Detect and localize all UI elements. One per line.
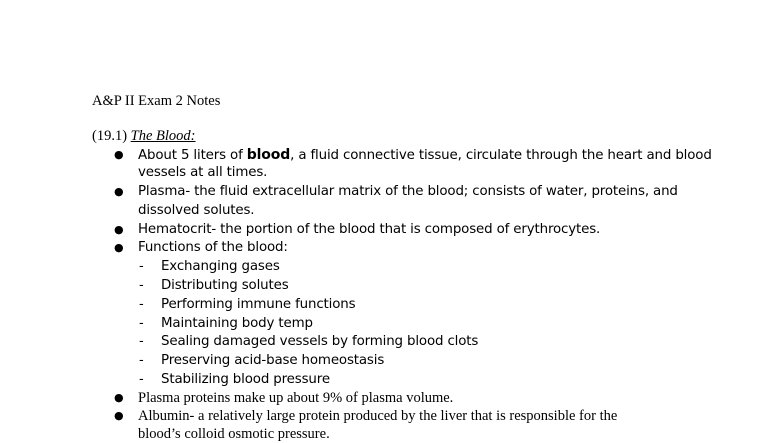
bullet-item-plasma: Plasma- the fluid extracellular matrix of the blood; consists of water, proteins, and [138,184,678,199]
bold-term: blood [246,147,291,163]
bullet-marker: ● [114,241,124,254]
sub-item: Preserving acid-base homeostasis [161,353,385,368]
dash-marker: - [139,316,144,331]
sub-item: Performing immune functions [161,297,356,312]
sub-item: Exchanging gases [161,259,280,274]
dash-marker: - [139,353,144,368]
dash-marker: - [139,334,144,349]
sub-item: Distributing solutes [161,278,289,293]
bullet-continuation: vessels at all times. [138,165,268,180]
bullet-item-hematocrit: Hematocrit- the portion of the blood that is composed of erythrocytes. [138,222,601,237]
dash-marker: - [139,297,144,312]
bullet-item-functions: Functions of the blood: [138,240,288,255]
bullet-marker: ● [114,391,124,404]
dash-marker: - [139,259,144,274]
sub-item: Stabilizing blood pressure [161,372,330,387]
bullet-marker: ● [114,223,124,236]
bullet-marker: ● [114,409,124,422]
bullet-item-albumin: Albumin- a relatively large protein produced by the liver that is responsible for the [138,408,618,424]
section-number: (19.1) [92,128,128,144]
bullet-continuation: blood’s colloid osmotic pressure. [138,426,330,442]
document-title: A&P II Exam 2 Notes [92,93,221,109]
section-topic: The Blood: [130,128,196,144]
bullet-continuation: dissolved solutes. [138,203,255,218]
bullet-item-blood-volume [138,146,712,165]
sub-item: Maintaining body temp [161,316,313,331]
bullet-text: , a fluid connective tissue, circulate through the heart and blood [290,148,712,163]
sub-item: Sealing damaged vessels by forming blood clots [161,334,479,349]
bullet-text: About 5 liters of [138,148,247,163]
bullet-marker: ● [114,185,124,198]
section-heading [92,127,196,145]
bullet-item-plasma-proteins: Plasma proteins make up about 9% of plasma volume. [138,390,454,406]
dash-marker: - [139,372,144,387]
dash-marker: - [139,278,144,293]
bullet-marker: ● [114,148,124,161]
